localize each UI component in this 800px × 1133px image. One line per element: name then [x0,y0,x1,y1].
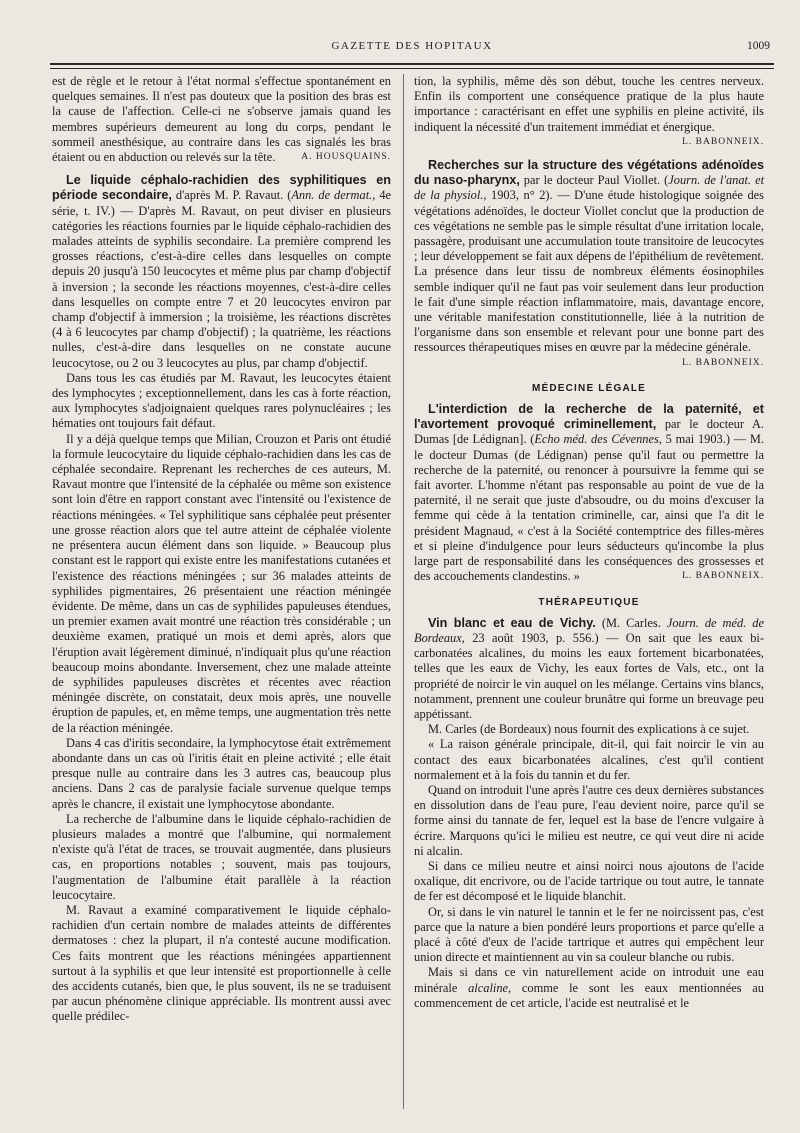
article-paragraph: Dans 4 cas d'iritis secondaire, la lymphocytose était extrêmement abondante dans un cas où l'iritis était en pleine activité ; elle était presque nulle au contraire dans les 3 autres cas, beaucoup plus anciens. Dans 2 cas de paralysie faciale survenue quelque temps après le chancre, il existait une lymphocytose abondante. [52,735,391,811]
article-lead-paragraph [52,173,391,371]
article-paragraph: Quand on introduit l'une après l'autre ces deux dernières substances en dissolution dans de l'eau pure, l'eau devient noire, parce qu'il se forme ainsi du tannate de fer, lequel est la base de l'encre vulgaire à écrire. Marquons qu'ici le milieu est neutre, ce qui veut dire ni acide ni alcalin. [414,782,764,858]
article-source: Journ. de l'anat. et de la physiol. [414,173,765,203]
article-body: , 23 août 1903, p. 556.) — On sait que les eaux bi-carbonatées alcalines, du moins les eaux fortement bicarbonatées, telles que les eaux de Vichy, les eaux fortes de Vals, etc., ont la propriété de noircir le vin auquel on les mélange. Certains vins blancs, notamment, prennent une couleur brunâtre qui forme un breuvage peu appétissant. [414,630,764,721]
article-liquide-cephalo-rachidien [52,173,391,1024]
page-number: 1009 [747,40,770,52]
article-paragraph: « La raison générale principale, dit-il, qui fait noircir le vin au contact des eaux bicarbonatées alcalines, c'est qu'il contient normalement et à la fois du tannin et du fer. [414,737,764,782]
running-title: GAZETTE DES HOPITAUX [331,40,493,52]
left-column [52,74,391,1025]
article-vegetations-adenoides [414,158,764,371]
article-paragraph: M. Ravaut a examiné comparativement le liquide céphalo-rachidien d'un certain nombre de malades atteints de différentes dermatoses : chez la plupart, il n'a contesté aucune modification. Ces faits montrent que les réactions méningées appartiennent surtout à la syphilis et que leur intensité est proportionnelle à celle des accidents cutanés, bien que, le plus souvent, ils ne se traduisent par aucun phénomène clinique appréciable. Ils montrent aussi avec quelle prédilec- [52,902,391,1024]
header-rule [50,63,774,69]
article-body: , 4e série, t. IV.) — D'après M. Ravaut, on peut diviser en plusieurs catégories les réactions fournies par le liquide céphalo-rachidien des malades atteints de syphilis secondaire. La première comprend les grosses réactions, c'est-à-dire celles dans lesquelles on compte depuis 20 jusqu'à 150 leucocytes et même plus par champ d'objectif à inversion ; la seconde les réactions moyennes, c'est-à-dire celles dans lesquelles on compte entre 7 et 20 leucocytes environ par champ d'objectif à immersion ; la troisième, les réactions discrètes (4 à 6 leucocytes par champ d'objectif) ; la quatrième, les réactions nulles, c'est-à-dire dans lesquelles on ne constate aucune leucocytose, ou 2 ou 3 leucocytes au plus, par champ d'objectif. [52,188,392,370]
author-signature: L. BABONNEIX. [682,357,764,368]
page-header [50,38,774,58]
article-lead-paragraph [414,158,765,368]
article-intro: (M. Carles. [595,615,667,630]
article-vin-blanc-vichy [414,616,764,1011]
author-signature: L. BABONNEIX. [682,571,764,582]
article-source: Ann. de dermat. [291,188,373,203]
article-source: Echo méd. des Cévennes [534,432,659,447]
right-column [414,74,764,1011]
section-heading-therapeutique: THÉRAPEUTIQUE [538,596,640,608]
article-paragraph: La recherche de l'albumine dans le liquide céphalo-rachidien de plusieurs malades a montré que l'albumine, qui normalement n'existe qu'à l'état de traces, se trouvait augmentée, dans plusieurs cas, en proportions notables ; souvent, mais pas toujours, l'augmentation de l'albumine était parallèle à la réaction leucocytaire. [52,811,391,902]
paragraph-text: , comme le sont les eaux mentionnées au commencement de cet article, l'acide est neutralisé et le [414,980,764,1010]
paragraph-text: tion, la syphilis, même dès son début, touche les centres nerveux. Enfin ils comportent une conséquence pratique de la plus haute importance : caractérisant en effet une syphilis en pleine activité, ils indiquent la nécessité d'un traitement immédiat et énergique. [414,74,764,134]
author-signature: A. HOUSQUAINS. [301,152,391,163]
article-lead-paragraph [414,616,764,722]
article-body: , 5 mai 1903.) — M. le docteur Dumas (de Lédignan) pense qu'il faut ou permettre la recherche de la paternité, ou renoncer à poursuivre la femme qui se fait avorter. L'homme n'étant pas responsable au point de vue de la paternité, il ne serait que juste d'absoudre, ou du moins d'excuser la femme qui cède à la tentation criminelle, car, ainsi que l'a dit le président Magnaud, « c'est à la Société contemptrice des filles-mères et si pleine d'indulgence pour leurs séducteurs qu'incombe la plus large part de responsabilité dans les conséquences des grossesses et des accouchements clandestins. » [414,432,764,584]
article-intro: par le docteur Paul Viollet. ( [519,173,669,188]
article-lead-paragraph [414,402,764,584]
section-heading-medecine-legale: MÉDECINE LÉGALE [531,382,647,394]
article-title: Recherches sur la structure des végétations adénoïdes du naso-pharynx, [414,158,764,188]
column-divider [403,74,404,1109]
article-paragraph: Or, si dans le vin naturel le tannin et le fer ne noircissent pas, c'est parce que la nature a bien pondéré leurs proportions et parce qu'elle a placé à côté d'eux de l'acide tartrique et autres qui empêchent leur union directe et maintiennent au vin sa couleur blanche ou rubis. [414,904,764,965]
article-paragraph: Dans tous les cas étudiés par M. Ravaut, les leucocytes étaient des lymphocytes ; exceptionnellement, dans les cas à forte réaction, aux lymphocytes s'adjoignaient quelques rares polynucléaires ; les hématies ont toujours fait défaut. [52,370,391,431]
article-paragraph [414,965,764,1011]
article-paragraph: Il y a déjà quelque temps que Milian, Crouzon et Paris ont étudié la formule leucocytaire du liquide céphalo-rachidien dans les cas de céphalée secondaire. Reprenant les recherches de ces auteurs, M. Ravaut montre que l'intensité de la céphalée ou même son existence sont loin d'être en rapport constant avec l'intensité ou l'existence de réactions méningées. « Tel syphilitique sans céphalée peut présenter une grosse réaction alors que tel autre atteint de céphalée violente ne présentera aucun élément dans son liquide. » Beaucoup plus constant est le rapport qui existe entre les manifestations cutanées et l'existence des réactions méningées ; sur 36 malades atteints de syphilides pigmentaires, 26 présentaient une réaction méningée évidente. De même, dans un cas de syphilides papuleuses étendues, un premier examen avait montré une réaction très considérable ; un deuxième examen, pratiqué un mois et demi après, alors que l'éruption avait légèrement diminué, n'indiquait plus qu'une réaction beaucoup moins abondante. Inversement, chez une malade atteinte de syphilides papuleuses discrètes et récentes avec réaction méningée discrète, on constatait, deux mois après, une nouvelle éruption de papules, et, en même temps, une augmentation très nette de la réaction méningée. [52,431,391,735]
paragraph-text: est de règle et le retour à l'état normal s'effectue spontanément en quelques semaines. Il n'est pas douteux que la position des bras est la cause de l'affection. Celle-ci ne s'observe jamais quand les membres supérieurs demeurent au long du corps, pendant le sommeil anesthésique, au contraire dans les cas signalés les bras étaient ou en abduction ou relevés sur la tête. [52,74,391,165]
article-body: , 1903, n° 2). — D'une étude histologique soignée des végétations adénoïdes, le docteur Viollet conclut que la production de ces végétations ne semble pas le simple résultat d'une irritation locale, passagère, produisant une accumulation toute transitoire de leucocytes ; leur développement se fait aux dépens de l'épithélium de revêtement. La présence dans leur tissu de nombreux éléments éosinophiles semble indiquer qu'il ne faut pas voir seulement dans leur production le fait d'une simple réaction inflammatoire, mais, davantage encore, une véritable manifestation constitutionnelle, liée à la nutrition de l'organisme dans son ensemble et relevant pour une bonne part des ressources thérapeutiques mises en œuvre par la médecine générale. [414,188,764,355]
paragraph-text: Mais si dans ce vin naturellement acide on introduit une eau minérale [414,965,764,995]
emphasized-word: alcaline [468,980,509,995]
article-title: Le liquide céphalo-rachidien des syphilitiques en période secondaire, [52,173,391,203]
article-intro: par le docteur A. Dumas [de Lédignan]. ( [414,417,764,447]
article-title: Vin blanc et eau de Vichy. [428,615,596,630]
article-recherche-paternite [414,402,764,584]
author-signature: L. BABONNEIX. [682,136,764,147]
article-intro: d'après M. P. Ravaut. ( [171,188,292,203]
continued-paragraph [414,74,764,147]
article-paragraph: M. Carles (de Bordeaux) nous fournit des explications à ce sujet. [428,722,750,737]
continued-paragraph [52,74,391,165]
article-paragraph: Si dans ce milieu neutre et ainsi noirci nous ajoutons de l'acide oxalique, dit encrivore, ou de l'acide tartrique ou tout autre, le tannate de fer est décomposé et le liquide blanchit. [414,858,764,904]
article-title: L'interdiction de la recherche de la paternité, et l'avortement provoqué criminellement, [414,402,764,432]
article-source: Journ. de méd. de Bordeaux [414,615,764,645]
